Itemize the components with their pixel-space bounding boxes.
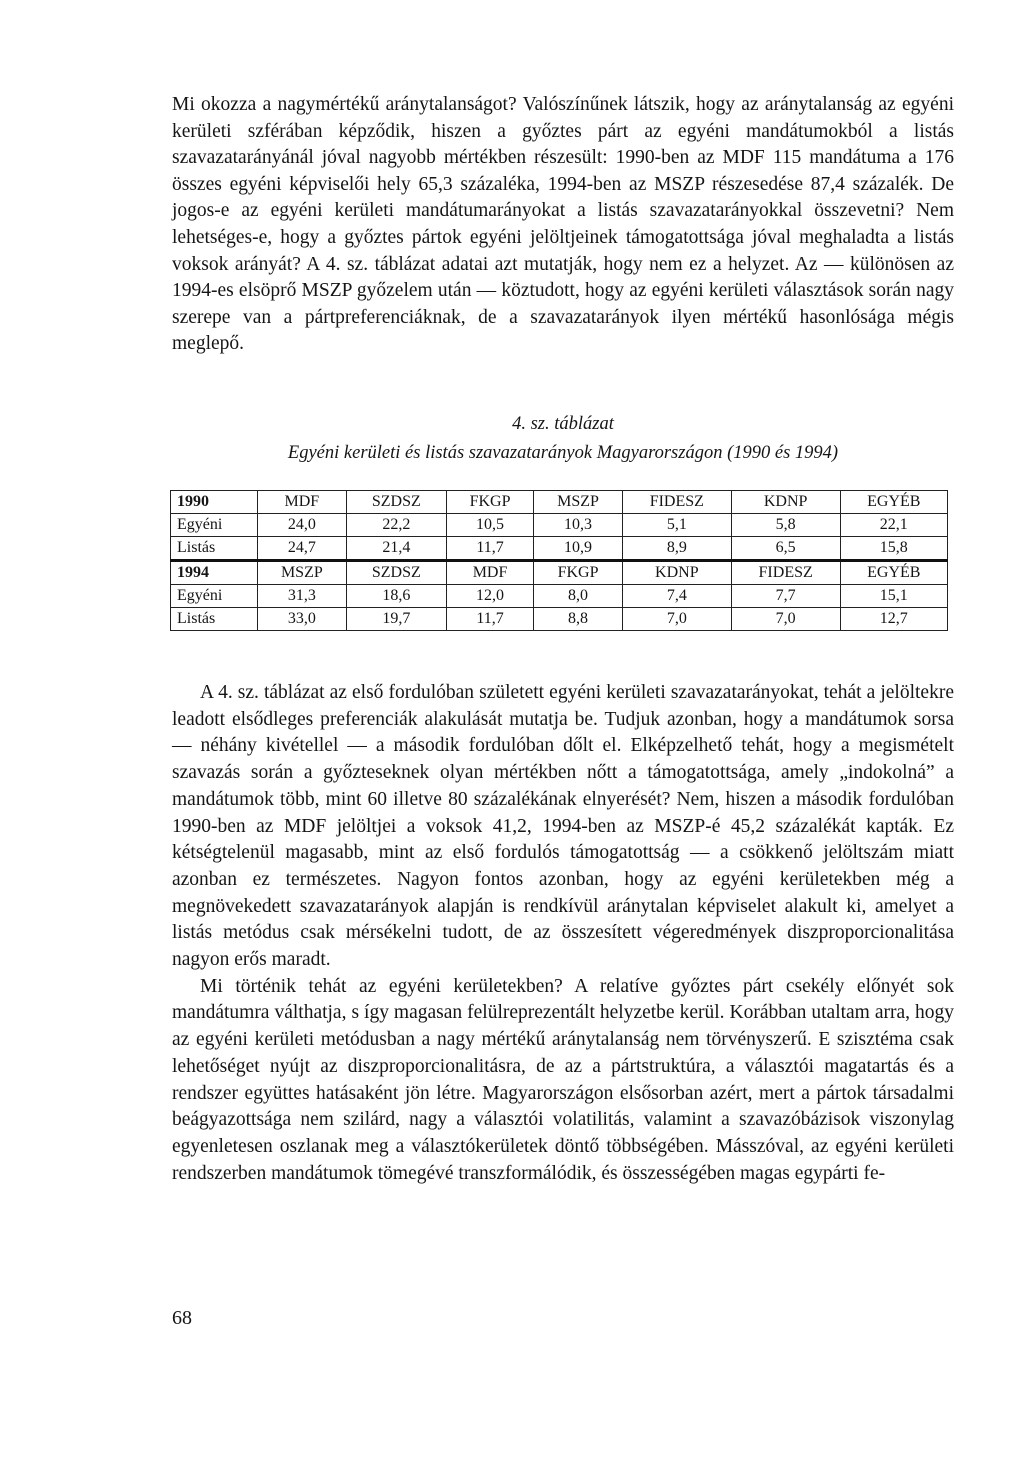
table-cell: 24,7	[258, 537, 347, 561]
table-cell: 19,7	[346, 608, 446, 631]
table-cell: 12,0	[446, 585, 533, 608]
table-cell: 24,0	[258, 514, 347, 537]
table-cell: 15,8	[840, 537, 947, 561]
table-row	[171, 514, 948, 537]
table-cell: 10,9	[534, 537, 623, 561]
table-cell: 7,0	[622, 608, 731, 631]
row-label: Egyéni	[171, 514, 258, 537]
party-header: FKGP	[534, 561, 623, 585]
party-header: MSZP	[258, 561, 347, 585]
body-paragraph: A 4. sz. táblázat az első fordulóban született egyéni kerületi szavazatarányokat, tehát a jelöltekre leadott elsődleges preferenciák alakulását mutatja be. Tudjuk azonban, hogy a mandátumok sorsa — néhány kivétellel — a második fordulóban dőlt el. Elképzelhető tehát, hogy a megismételt szavazás során a győzteseknek olyan mértékben nőtt a támogatottsága, amely „indokolná” a mandátumok több, mint 60 illetve 80 százalékának elnyerését? Nem, hiszen a második fordulóban 1990-ben az MDF jelöltjei a voksok 41,2, 1994-ben az MSZP-é 45,2 százalékát kapták. Ez kétségtelenül magasabb, mint az első fordulós támogatottság — a csökkenő jelöltszám miatt azonban ez természetes. Nagyon fontos azonban, hogy az egyéni kerületekben még a megnövekedett szavazatarányok alapján is rendkívül aránytalan képviselet alakult ki, amelyet a listás metódus csak mérsékelni tudott, de az összesített végeredmények diszproporcionalitása nagyon erős maradt.	[172, 682, 954, 971]
table-cell: 21,4	[346, 537, 446, 561]
table-header-row-1994	[171, 561, 948, 585]
table-title: Egyéni kerületi és listás szavazatarányok Magyarországon (1990 és 1994)	[287, 443, 839, 463]
body-paragraph: Mi történik tehát az egyéni kerületekben? A relatíve győztes párt csekély előnyét sok mandátumra válthatja, s így magasan felülreprezentált helyzetbe kerül. Korábban utaltam arra, hogy az egyéni kerületi metódusban a nagy mértékű aránytalanság nem törvényszerű. E szisztéma csak lehetőséget nyújt az diszproporcionalitásra, de az a pártstruktúra, a választói magatartás és a rendszer együttes hatásaként jön létre. Magyarországon elsősorban azért, mert a pártok társadalmi beágyazottsága nem szilárd, nagy a választói volatilitás, valamint a szavazóbázisok viszonylag egyenletesen oszlanak meg a választókerületek döntő többségében. Másszóval, az egyéni kerületi rendszerben mandátumok tömegévé transzformálódik, és összességében magas egypárti fe-	[172, 975, 954, 1184]
table-cell: 7,0	[731, 608, 840, 631]
table-row	[171, 537, 948, 561]
table-cell: 22,2	[346, 514, 446, 537]
party-header: MDF	[258, 491, 347, 514]
party-header: EGYÉB	[840, 491, 947, 514]
party-header: KDNP	[622, 561, 731, 585]
row-label: Egyéni	[171, 585, 258, 608]
party-header: MSZP	[534, 491, 623, 514]
page-number: 68	[172, 1307, 192, 1329]
year-cell: 1990	[171, 491, 258, 514]
table-cell: 7,7	[731, 585, 840, 608]
table-cell: 7,4	[622, 585, 731, 608]
table-cell: 5,1	[622, 514, 731, 537]
table-cell: 8,0	[534, 585, 623, 608]
table-cell: 5,8	[731, 514, 840, 537]
table-cell: 11,7	[446, 537, 533, 561]
intro-paragraph: Mi okozza a nagymértékű aránytalanságot? Valószínűnek látszik, hogy az aránytalanság az egyéni kerületi szférában képződik, hiszen a győztes párt az egyéni mandátumokból a listás szavazatarányánál jóval nagyobb mértékben részesült: 1990-ben az MDF 115 mandátuma a 176 összes egyéni képviselői hely 65,3 százaléka, 1994-ben az MSZP részesedése 87,4 százalék. De jogos-e az egyéni kerületi mandátumarányokat a listás szavazatarányokkal összevetni? Nem lehetséges-e, hogy a győztes pártok egyéni jelöltjeinek támogatottsága jóval meghaladta a listás voksok arányát? A 4. sz. táblázat adatai azt mutatják, hogy nem ez a helyzet. Az — különösen az 1994-es elsöprő MSZP győzelem után — köztudott, hogy az egyéni kerületi választások során nagy szerepe van a pártpreferenciáknak, de a szavazatarányok ilyen mértékű hasonlósága mégis meglepő.	[172, 94, 954, 355]
party-header: KDNP	[731, 491, 840, 514]
party-header: FIDESZ	[622, 491, 731, 514]
party-header: SZDSZ	[346, 561, 446, 585]
year-cell: 1994	[171, 561, 258, 585]
table-cell: 8,9	[622, 537, 731, 561]
party-header: MDF	[446, 561, 533, 585]
table-cell: 12,7	[840, 608, 947, 631]
table-number: 4. sz. táblázat	[512, 414, 614, 434]
table-cell: 10,5	[446, 514, 533, 537]
table-row	[171, 585, 948, 608]
table-cell: 31,3	[258, 585, 347, 608]
party-header: EGYÉB	[840, 561, 947, 585]
vote-share-table	[170, 490, 948, 631]
table-cell: 33,0	[258, 608, 347, 631]
party-header: FIDESZ	[731, 561, 840, 585]
table-cell: 15,1	[840, 585, 947, 608]
table-cell: 22,1	[840, 514, 947, 537]
party-header: SZDSZ	[346, 491, 446, 514]
table-cell: 18,6	[346, 585, 446, 608]
body-text	[172, 680, 954, 1187]
table-cell: 11,7	[446, 608, 533, 631]
row-label: Listás	[171, 608, 258, 631]
table-cell: 10,3	[534, 514, 623, 537]
row-label: Listás	[171, 537, 258, 561]
table-cell: 8,8	[534, 608, 623, 631]
party-header: FKGP	[446, 491, 533, 514]
table-row	[171, 608, 948, 631]
table-header-row-1990	[171, 491, 948, 514]
table-cell: 6,5	[731, 537, 840, 561]
